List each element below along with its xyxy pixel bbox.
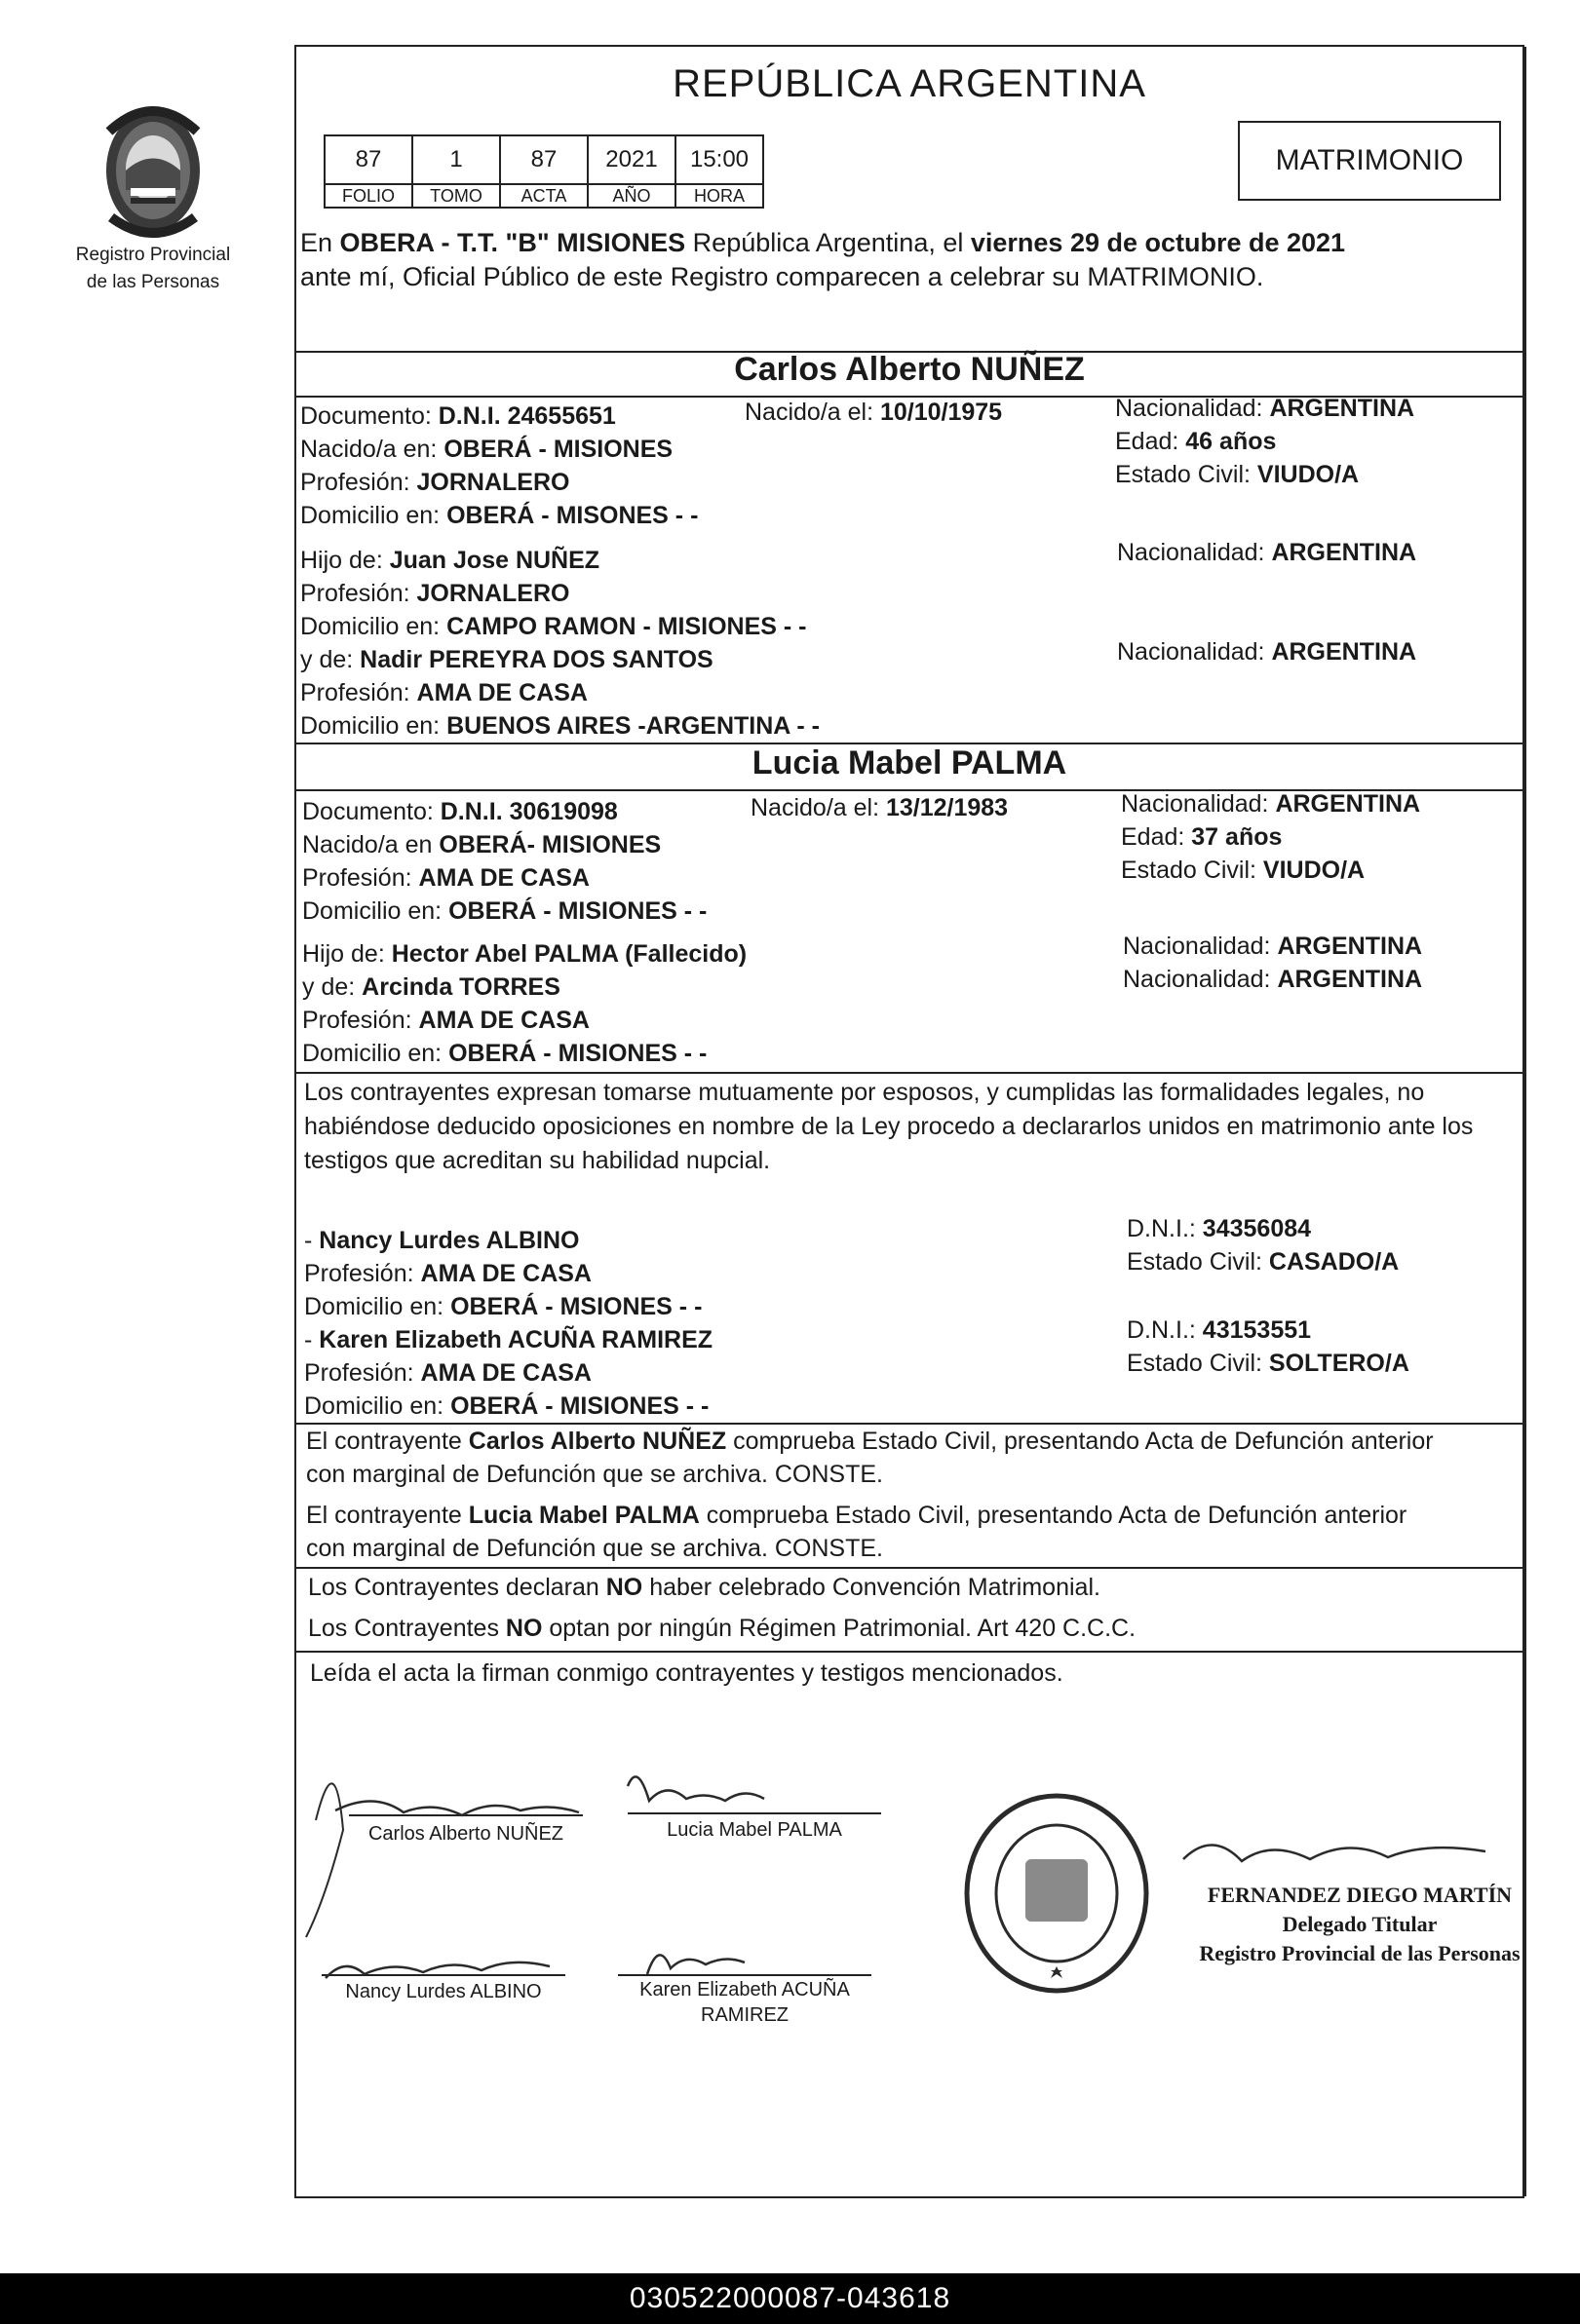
registry-name-line1: Registro Provincial — [75, 245, 231, 265]
witness1-signature-name: Nancy Lurdes ALBINO — [345, 1981, 542, 2002]
regime-line2: Los Contrayentes NO optan por ningún Régimen Patrimonial. Art 420 C.C.C. — [308, 1615, 1137, 1642]
bride-mother-nationality: Nacionalidad: ARGENTINA — [1123, 966, 1423, 993]
acta-value: 87 — [500, 135, 588, 184]
year-value: 2021 — [588, 135, 675, 184]
witness1-name: - Nancy Lurdes ALBINO — [304, 1227, 580, 1254]
handwritten-signatures — [296, 1723, 901, 2035]
record-codes-table — [324, 134, 764, 209]
time-label: HORA — [675, 184, 763, 208]
registry-name-line2: de las Personas — [86, 272, 220, 292]
official-block — [1194, 1881, 1525, 1968]
bride-signature-name: Lucia Mabel PALMA — [667, 1819, 842, 1841]
groom-mother: y de: Nadir PEREYRA DOS SANTOS — [300, 646, 713, 673]
bride-father-nationality: Nacionalidad: ARGENTINA — [1123, 933, 1423, 960]
groom-birthplace: Nacido/a en: OBERÁ - MISIONES — [300, 436, 674, 463]
witness2-profession: Profesión: AMA DE CASA — [304, 1359, 592, 1387]
groom-mother-nationality: Nacionalidad: ARGENTINA — [1117, 638, 1417, 666]
folio-value: 87 — [325, 135, 412, 184]
document-barcode-number: 030522000087-043618 — [0, 2273, 1580, 2324]
witness2-dni: D.N.I.: 43153551 — [1127, 1316, 1312, 1344]
tomo-value: 1 — [412, 135, 500, 184]
divider — [296, 1072, 1522, 1074]
bride-birthplace: Nacido/a en OBERÁ- MISIONES — [302, 831, 662, 858]
witness2-signature-name-line2: RAMIREZ — [701, 2004, 789, 2026]
intro-line1: En OBERA - T.T. "B" MISIONES República Argentina, el viernes 29 de octubre de 2021 — [300, 228, 1346, 257]
note2-line2: con marginal de Defunción que se archiva. CONSTE. — [306, 1535, 883, 1562]
time-value: 15:00 — [675, 135, 763, 184]
bride-document: Documento: D.N.I. 30619098 — [302, 798, 618, 825]
groom-father-nationality: Nacionalidad: ARGENTINA — [1117, 539, 1417, 566]
declaration-text: Los contrayentes expresan tomarse mutuamente por esposos, y cumplidas las formalidades legales, no habiéndose deducido oposiciones en nombre de la Ley procedo a declararlos unidos en matrimonio ante los testigos que acreditan su habilidad nupcial. — [304, 1079, 1474, 1174]
divider — [296, 1651, 1522, 1653]
bride-nationality: Nacionalidad: ARGENTINA — [1121, 790, 1421, 818]
bride-civil-status: Estado Civil: VIUDO/A — [1121, 857, 1366, 884]
page-title: REPÚBLICA ARGENTINA — [673, 62, 1146, 105]
groom-father: Hijo de: Juan Jose NUÑEZ — [300, 547, 600, 574]
witness2-civil-status: Estado Civil: SOLTERO/A — [1127, 1350, 1409, 1377]
groom-father-profession: Profesión: JORNALERO — [300, 580, 570, 607]
groom-profession: Profesión: JORNALERO — [300, 469, 570, 496]
groom-name: Carlos Alberto NUÑEZ — [734, 351, 1085, 388]
official-role: Delegado Titular — [1282, 1912, 1438, 1936]
witness2-signature-name-line1: Karen Elizabeth ACUÑA — [639, 1979, 850, 2000]
groom-civil-status: Estado Civil: VIUDO/A — [1115, 461, 1360, 488]
registry-logo — [60, 93, 246, 293]
groom-age: Edad: 46 años — [1115, 428, 1277, 455]
right-edge — [1524, 47, 1526, 2196]
groom-father-address: Domicilio en: CAMPO RAMON - MISIONES - - — [300, 613, 807, 640]
witness2-address: Domicilio en: OBERÁ - MISIONES - - — [304, 1392, 710, 1420]
bride-age: Edad: 37 años — [1121, 823, 1283, 851]
witness1-dni: D.N.I.: 34356084 — [1127, 1215, 1312, 1242]
bride-address: Domicilio en: OBERÁ - MISIONES - - — [302, 897, 708, 925]
bride-mother-profession: Profesión: AMA DE CASA — [302, 1007, 590, 1034]
bride-mother: y de: Arcinda TORRES — [302, 973, 560, 1001]
divider — [296, 1567, 1522, 1569]
regime-line1: Los Contrayentes declaran NO haber celebrado Convención Matrimonial. — [308, 1574, 1100, 1601]
official-seal-stamp — [959, 1791, 1154, 1996]
bride-mother-address: Domicilio en: OBERÁ - MISIONES - - — [302, 1040, 708, 1067]
witness2-name: - Karen Elizabeth ACUÑA RAMIREZ — [304, 1326, 713, 1353]
tomo-label: TOMO — [412, 184, 500, 208]
groom-address: Domicilio en: OBERÁ - MISONES - - — [300, 502, 699, 529]
folio-label: FOLIO — [325, 184, 412, 208]
witness1-civil-status: Estado Civil: CASADO/A — [1127, 1248, 1400, 1276]
note1-line1: El contrayente Carlos Alberto NUÑEZ comprueba Estado Civil, presentando Acta de Defunción anterior — [306, 1428, 1434, 1455]
witness1-profession: Profesión: AMA DE CASA — [304, 1260, 592, 1287]
bride-name: Lucia Mabel PALMA — [751, 744, 1067, 781]
note1-line2: con marginal de Defunción que se archiva. CONSTE. — [306, 1461, 883, 1488]
bride-father: Hijo de: Hector Abel PALMA (Fallecido) — [302, 940, 748, 968]
intro-line2: ante mí, Oficial Público de este Registro comparecen a celebrar su MATRIMONIO. — [300, 262, 1264, 291]
groom-birthdate: Nacido/a el: 10/10/1975 — [745, 399, 1003, 426]
provincial-seal-icon — [96, 93, 211, 239]
witness1-address: Domicilio en: OBERÁ - MSIONES - - — [304, 1293, 703, 1320]
official-name: FERNANDEZ DIEGO MARTÍN — [1207, 1883, 1513, 1907]
note2-line1: El contrayente Lucia Mabel PALMA comprueba Estado Civil, presentando Acta de Defunción anterior — [306, 1502, 1407, 1529]
acta-label: ACTA — [500, 184, 588, 208]
official-org: Registro Provincial de las Personas — [1199, 1941, 1521, 1965]
groom-signature-name: Carlos Alberto NUÑEZ — [367, 1823, 564, 1845]
groom-document: Documento: D.N.I. 24655651 — [300, 402, 616, 430]
year-label: AÑO — [588, 184, 675, 208]
groom-nationality: Nacionalidad: ARGENTINA — [1115, 395, 1415, 422]
certificate-frame — [294, 45, 1524, 2198]
groom-mother-address: Domicilio en: BUENOS AIRES -ARGENTINA - - — [300, 712, 820, 740]
bride-profession: Profesión: AMA DE CASA — [302, 864, 590, 892]
closing-text: Leída el acta la firman conmigo contrayentes y testigos mencionados. — [310, 1659, 1063, 1687]
groom-mother-profession: Profesión: AMA DE CASA — [300, 679, 588, 706]
record-kind-box: MATRIMONIO — [1238, 121, 1501, 201]
bride-birthdate: Nacido/a el: 13/12/1983 — [751, 794, 1009, 821]
